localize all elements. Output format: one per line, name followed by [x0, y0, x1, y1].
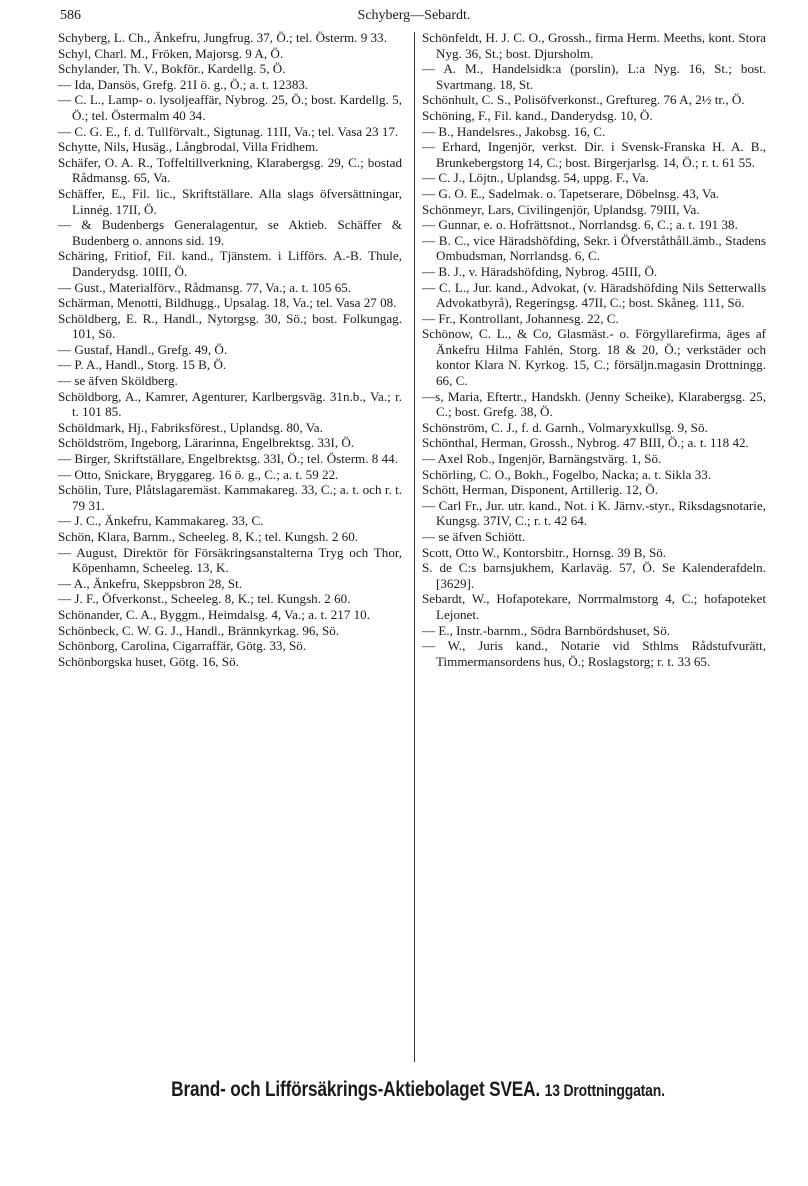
directory-entry: Schönthal, Herman, Grossh., Nybrog. 47 BIII, Ö.; a. t. 118 42. — [422, 435, 749, 451]
directory-entry: — August, Direktör för Försäkringsanstalterna Tryg och Thor, Köpenhamn, Scheeleg. 13, K. — [58, 544, 402, 576]
directory-entry: — B. C., vice Häradshöfding, Sekr. i Öfverståthåll.ämb., Stadens Ombudsman, Norrlandsg. 6, C. — [422, 232, 766, 264]
directory-entry: — W., Juris kand., Notarie vid Sthlms Rådstufvurätt, Timmermansordens hus, Ö.; Roslagstorg; r. t. 33 65. — [422, 638, 766, 669]
directory-entry: S. de C:s barnsjukhem, Karlaväg. 57, Ö. Se Kalenderafdeln. [3629]. — [422, 560, 766, 591]
directory-entry: Sebardt, W., Hofapotekare, Norrmalmstorg 4, C.; hofapoteket Lejonet. — [422, 591, 766, 622]
right-column — [422, 30, 766, 669]
directory-entry: — P. A., Handl., Storg. 15 B, Ö. — [58, 357, 227, 373]
directory-entry: Schön, Klara, Barnm., Scheeleg. 8, K.; tel. Kungsh. 2 60. — [58, 529, 359, 544]
directory-entry: Schönbeck, C. W. G. J., Handl., Brännkyrkag. 96, Sö. — [58, 622, 340, 638]
directory-entry: Schörling, C. O., Bokh., Fogelbo, Nacka; a. t. Sikla 33. — [422, 466, 712, 482]
directory-entry: —s, Maria, Eftertr., Handskh. (Jenny Scheike), Klarabergsg. 25, C.; bost. Grefg. 38, Ö. — [422, 388, 766, 420]
directory-entry: — Gustaf, Handl., Grefg. 49, Ö. — [58, 341, 228, 357]
directory-entry: — Ida, Dansös, Grefg. 21I ö. g., Ö.; a. t. 12383. — [58, 76, 309, 92]
directory-entry: Schött, Herman, Disponent, Artillerig. 12, Ö. — [422, 482, 659, 498]
page-number: 586 — [60, 8, 81, 23]
directory-entry: — C. L., Jur. kand., Advokat, (v. Häradshöfding Nils Setterwalls Advokatbyrå), Regeringsg. 47II, C.; bost. Skåneg. 111, Sö. — [422, 279, 766, 311]
directory-entry: Schöldborg, A., Kamrer, Agenturer, Karlbergsväg. 31n.b., Va.; r. t. 101 85. — [58, 388, 402, 420]
directory-entry: Schöning, F., Fil. kand., Danderydsg. 10, Ö. — [422, 107, 653, 123]
directory-entry: — Birger, Skriftställare, Engelbrektsg. 33I, Ö.; tel. Österm. 8 44. — [58, 451, 398, 467]
directory-entry: Schyl, Charl. M., Fröken, Majorsg. 9 A, Ö. — [58, 45, 284, 61]
directory-entry: — Carl Fr., Jur. utr. kand., Not. i K. Järnv.-styr., Riksdagsnotarie, Kungsg. 37IV, C.; r. t. 42 64. — [422, 497, 766, 529]
directory-entry: Schönmeyr, Lars, Civilingenjör, Uplandsg. 79III, Va. — [422, 201, 700, 217]
directory-entry: — J. F., Öfverkonst., Scheeleg. 8, K.; tel. Kungsh. 2 60. — [58, 591, 351, 607]
directory-entry: — se äfven Sköldberg. — [58, 373, 178, 389]
column-divider — [414, 32, 415, 1062]
footer-address: 13 Drottninggatan. — [544, 1081, 665, 1100]
directory-entry: — B., Handelsres., Jakobsg. 16, C. — [422, 123, 606, 139]
directory-entry: — E., Instr.-barnm., Södra Barnbördshuset, Sö. — [422, 622, 671, 638]
directory-entry: Schäring, Fritiof, Fil. kand., Tjänstem. i Lifförs. A.-B. Thule, Danderydsg. 10III, Ö. — [58, 248, 402, 279]
directory-entry: — C. G. E., f. d. Tullförvalt., Sigtunag. 11II, Va.; tel. Vasa 23 17. — [58, 123, 399, 139]
directory-entry: Schönow, C. L., & Co, Glasmäst.- o. Förgyllarefirma, äges af Änkefru Hilma Fahlén, Storg. 18 & 20, Ö.; verkstäder och kontor Klara N. Kyrkog. 15, C.; försäljn.magasin Drottningg. 66, C. — [422, 326, 766, 389]
directory-entry: — Fr., Kontrollant, Johannesg. 22, C. — [422, 310, 619, 326]
directory-entry: — Axel Rob., Ingenjör, Barnängstvärg. 1, Sö. — [422, 451, 662, 467]
directory-entry: Schäffer, E., Fil. lic., Skriftställare. Alla slags öfversättningar, Linnég. 17II, Ö. — [58, 185, 402, 217]
directory-entry: — B. J., v. Häradshöfding, Nybrog. 45III, Ö. — [422, 263, 658, 279]
directory-entry: — & Budenbergs Generalagentur, se Aktieb. Schäffer & Budenberg o. annons sid. 19. — [58, 217, 402, 248]
directory-entry: Schöldberg, E. R., Handl., Nytorgsg. 30, Sö.; bost. Folkungag. 101, Sö. — [58, 310, 402, 342]
directory-entry: Schöldmark, Hj., Fabriksförest., Uplandsg. 80, Va. — [58, 419, 323, 435]
directory-columns — [58, 30, 770, 1066]
directory-entry: — A. M., Handelsidk:a (porslin), L:a Nyg. 16, St.; bost. Svartmang. 18, St. — [422, 61, 766, 92]
directory-entry: Schönander, C. A., Byggm., Heimdalsg. 4, Va.; a. t. 217 10. — [58, 606, 371, 622]
directory-entry: — Gunnar, e. o. Hofrättsnot., Norrlandsg. 6, C.; a. t. 191 38. — [422, 217, 738, 233]
directory-entry: — se äfven Schiött. — [422, 529, 526, 544]
directory-entry: — J. C., Änkefru, Kammakareg. 33, C. — [58, 513, 264, 529]
directory-entry: Schönborgska huset, Götg. 16, Sö. — [58, 653, 239, 669]
directory-entry: — G. O. E., Sadelmak. o. Tapetserare, Döbelnsg. 43, Va. — [422, 185, 720, 201]
directory-entry: Schönfeldt, H. J. C. O., Grossh., firma Herm. Meeths, kont. Stora Nyg. 36, St.; bost. Djursholm. — [422, 30, 766, 61]
directory-entry: Schönström, C. J., f. d. Garnh., Volmaryxkullsg. 9, Sö. — [422, 419, 708, 435]
directory-entry: Schyberg, L. Ch., Änkefru, Jungfrug. 37, Ö.; tel. Österm. 9 33. — [58, 30, 387, 45]
directory-entry: Schölin, Ture, Plåtslagaremäst. Kammakareg. 33, C.; a. t. och r. t. 79 31. — [58, 482, 402, 513]
directory-entry: — Otto, Snickare, Bryggareg. 16 ö. g., C.; a. t. 59 22. — [58, 466, 339, 482]
footer-company-name: Brand- och Lifförsäkrings-Aktiebolaget SVEA. — [171, 1078, 540, 1101]
directory-entry: Schönborg, Carolina, Cigarraffär, Götg. 33, Sö. — [58, 638, 307, 654]
left-column — [58, 30, 402, 669]
directory-entry: Schönhult, C. S., Polisöfverkonst., Greftureg. 76 A, 2½ tr., Ö. — [422, 92, 745, 108]
running-title: Schyberg—Sebardt. — [357, 8, 471, 23]
footer-advertisement — [147, 1078, 688, 1102]
directory-entry: — Erhard, Ingenjör, verkst. Dir. i Svensk-Franska H. A. B., Brunkebergstorg 14, C.; bost. Birgerjarlsg. 14, Ö.; r. t. 61 55. — [422, 139, 766, 170]
directory-entry: Schäfer, O. A. R., Toffeltillverkning, Klarabergsg. 29, C.; bostad Rådmansg. 65, Va. — [58, 154, 402, 186]
directory-entry: Schytte, Nils, Husäg., Långbrodal, Villa Fridhem. — [58, 139, 319, 155]
directory-entry: Schöldström, Ingeborg, Lärarinna, Engelbrektsg. 33I, Ö. — [58, 435, 355, 451]
directory-entry: — Gust., Materialförv., Rådmansg. 77, Va.; a. t. 105 65. — [58, 279, 352, 295]
directory-entry: — C. J., Löjtn., Uplandsg. 54, uppg. F., Va. — [422, 170, 649, 186]
directory-entry: Schylander, Th. V., Bokför., Kardellg. 5, Ö. — [58, 61, 286, 77]
directory-entry: — C. L., Lamp- o. lysoljeaffär, Nybrog. 25, Ö.; bost. Kardellg. 5, Ö.; tel. Östermalm 40 34. — [58, 92, 402, 123]
directory-entry: — A., Änkefru, Skeppsbron 28, St. — [58, 575, 243, 591]
page-header — [60, 8, 768, 30]
directory-entry: Scott, Otto W., Kontorsbitr., Hornsg. 39 B, Sö. — [422, 544, 667, 560]
directory-entry: Schärman, Menotti, Bildhugg., Upsalag. 18, Va.; tel. Vasa 27 08. — [58, 295, 397, 311]
